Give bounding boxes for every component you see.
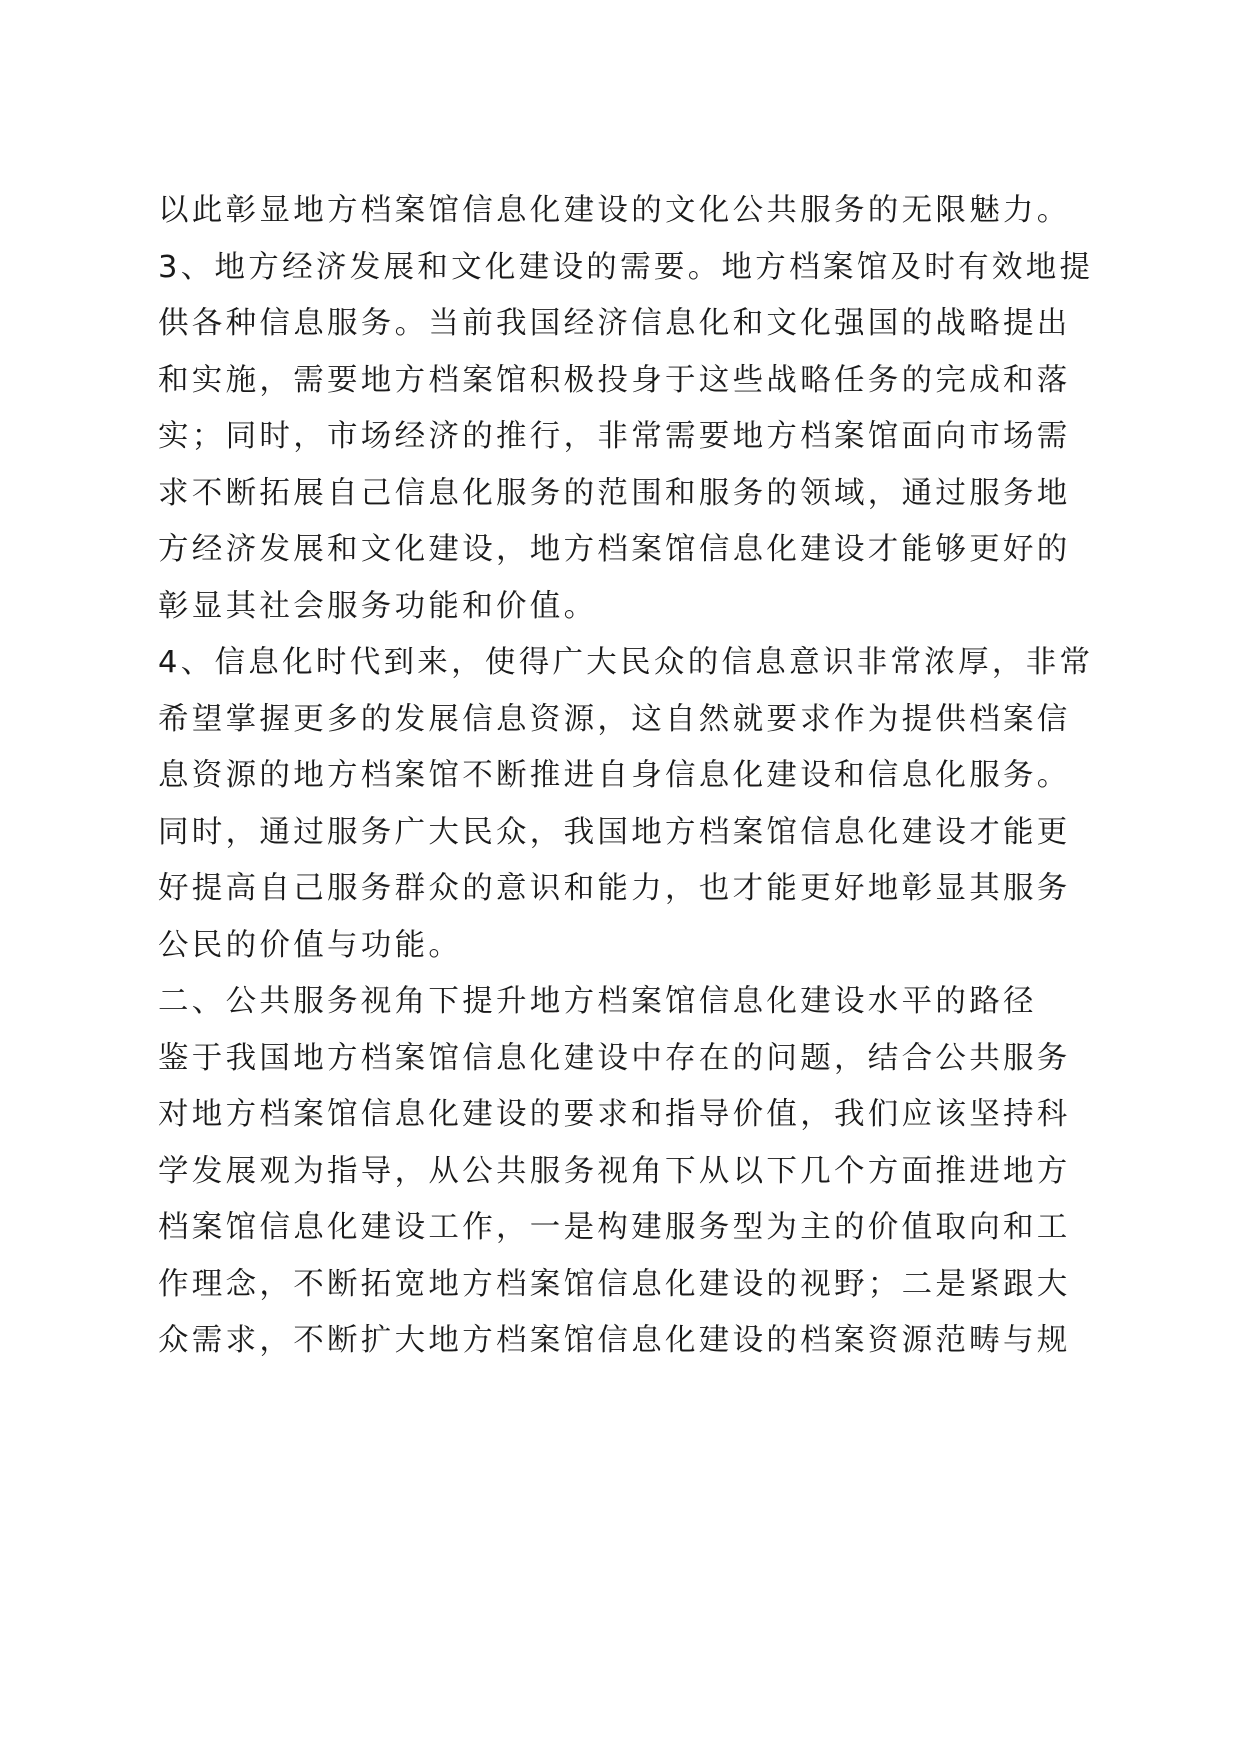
text-line: 鉴于我国地方档案馆信息化建设中存在的问题，结合公共服务 [158,1040,1071,1076]
text-line: 作理念，不断拓宽地方档案馆信息化建设的视野；二是紧跟大 [158,1266,1071,1302]
text-line: 公民的价值与功能。 [158,927,463,963]
text-line: 供各种信息服务。当前我国经济信息化和文化强国的战略提出 [158,306,1071,341]
text-line: 和实施，需要地方档案馆积极投身于这些战略任务的完成和落 [158,362,1071,398]
text-line: 3、地方经济发展和文化建设的需要。地方档案馆及时有效地提 [158,249,1094,285]
text-line: 实；同时，市场经济的推行，非常需要地方档案馆面向市场需 [158,419,1071,454]
text-line: 彰显其社会服务功能和价值。 [158,588,598,624]
text-line: 方经济发展和文化建设，地方档案馆信息化建设才能够更好的 [158,532,1071,567]
text-line: 以此彰显地方档案馆信息化建设的文化公共服务的无限魅力。 [158,193,1071,228]
text-line: 众需求，不断扩大地方档案馆信息化建设的档案资源范畴与规 [158,1323,1071,1358]
text-line: 同时，通过服务广大民众，我国地方档案馆信息化建设才能更 [158,814,1071,850]
text-line: 学发展观为指导，从公共服务视角下从以下几个方面推进地方 [158,1153,1071,1189]
text-line: 4、信息化时代到来，使得广大民众的信息意识非常浓厚，非常 [158,645,1094,680]
text-line: 好提高自己服务群众的意识和能力，也才能更好地彰显其服务 [158,871,1071,906]
text-line: 对地方档案馆信息化建设的要求和指导价值，我们应该坚持科 [158,1097,1071,1132]
text-line: 希望掌握更多的发展信息资源，这自然就要求作为提供档案信 [158,701,1071,737]
text-line: 求不断拓展自己信息化服务的范围和服务的领域，通过服务地 [158,475,1071,511]
body-text [158,183,1094,1370]
text-line: 息资源的地方档案馆不断推进自身信息化建设和信息化服务。 [158,758,1071,793]
section-heading: 二、公共服务视角下提升地方档案馆信息化建设水平的路径 [158,984,1037,1019]
text-line: 档案馆信息化建设工作，一是构建服务型为主的价值取向和工 [158,1210,1071,1245]
